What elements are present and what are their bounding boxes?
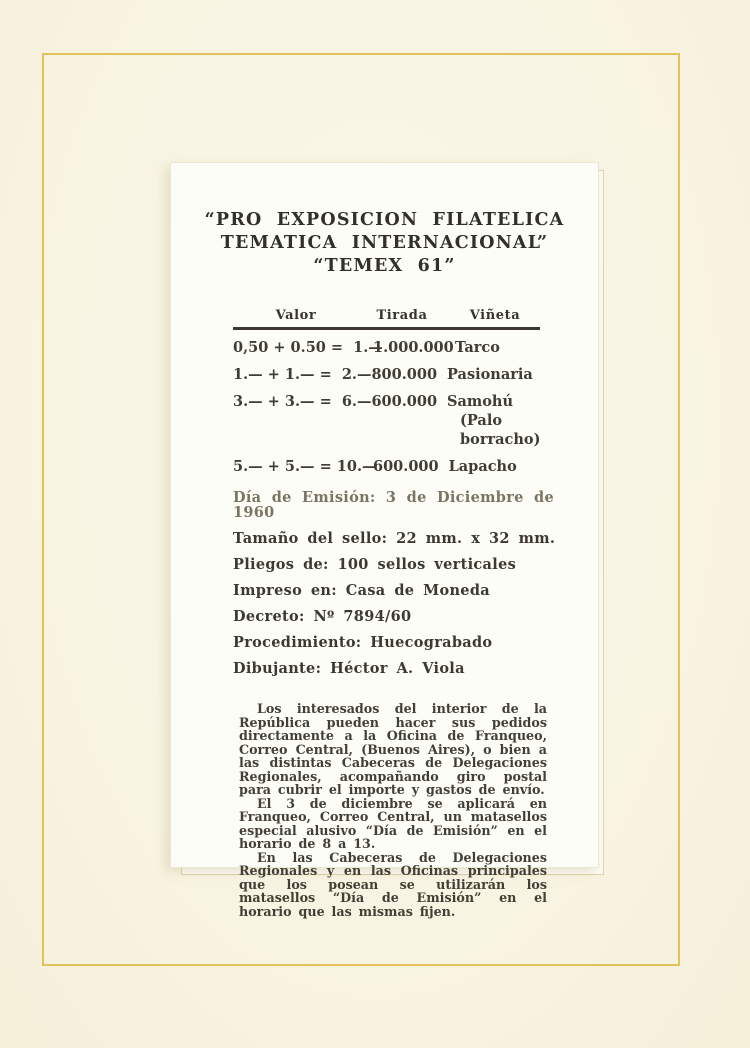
table-row <box>233 365 545 384</box>
detail-designer: Dibujante: Héctor A. Viola <box>233 660 465 677</box>
paragraph-ordering: Los interesados del interior de la República pueden hacer sus pedidos directamente a la Oficina de Franqueo, Correo Central, (Buenos Aires), o bien a las distintas Cabeceras de Delegaciones Regionales, acompañando giro postal para cubrir el importe y gastos de envío. <box>239 701 547 797</box>
detail-decree: Decreto: Nº 7894/60 <box>233 608 412 625</box>
ordering-information <box>239 702 547 918</box>
column-header-vineta: Viñeta <box>469 308 521 323</box>
cell-vineta: Tarco <box>455 339 500 356</box>
issue-details <box>233 490 598 676</box>
cell-valor: 5.— + 5.— = 10.— <box>233 458 377 475</box>
detail-emission-date: Día de Emisión: 3 de Diciembre de 1960 <box>233 489 554 521</box>
cell-valor: 0,50 + 0.50 = 1.— <box>233 339 383 356</box>
stamp-issue-table <box>233 308 545 476</box>
cell-tirada: 1.000.000 <box>373 339 454 356</box>
cell-tirada: 600.000 <box>373 458 439 475</box>
detail-printer: Impreso en: Casa de Moneda <box>233 582 490 599</box>
paragraph-regional-postmarks: En las Cabeceras de Delegaciones Regionales y en las Oficinas principales que los posean se utilizarán los matasellos “Día de Emisión” en el horario que las mismas fijen. <box>239 849 547 919</box>
cell-tirada: 800.000 <box>371 366 438 383</box>
table-row <box>233 392 545 449</box>
leaflet-title <box>171 209 598 278</box>
table-header-rule <box>233 327 540 330</box>
cell-vineta: Pasionaria <box>447 366 533 383</box>
cell-valor: 1.— + 1.— = 2.— <box>233 366 372 383</box>
table-header-row <box>233 308 545 323</box>
cell-vineta: Samohú (Palo borracho) <box>447 393 541 448</box>
column-header-tirada: Tirada <box>376 308 428 323</box>
paragraph-first-day-postmark: El 3 de diciembre se aplicará en Franqueo, Correo Central, un matasellos especial alusivo “Día de Emisión” en el horario de 8 a 13. <box>239 795 547 851</box>
cell-valor: 3.— + 3.— = 6.— <box>233 393 372 410</box>
table-row <box>233 338 545 357</box>
table-row <box>233 457 545 476</box>
bulletin-leaflet <box>170 162 599 919</box>
title-line-3: “TEMEX 61” <box>313 256 456 276</box>
column-header-valor: Valor <box>275 308 317 323</box>
detail-process: Procedimiento: Huecograbado <box>233 634 493 651</box>
cell-vineta: Lapacho <box>448 458 517 475</box>
title-line-2: TEMATICA INTERNACIONAL” <box>220 233 549 253</box>
detail-stamp-size: Tamaño del sello: 22 mm. x 32 mm. <box>233 530 556 547</box>
cell-tirada: 600.000 <box>371 393 438 410</box>
title-line-1: “PRO EXPOSICION FILATELICA <box>204 210 565 230</box>
detail-sheet-format: Pliegos de: 100 sellos verticales <box>233 556 517 573</box>
